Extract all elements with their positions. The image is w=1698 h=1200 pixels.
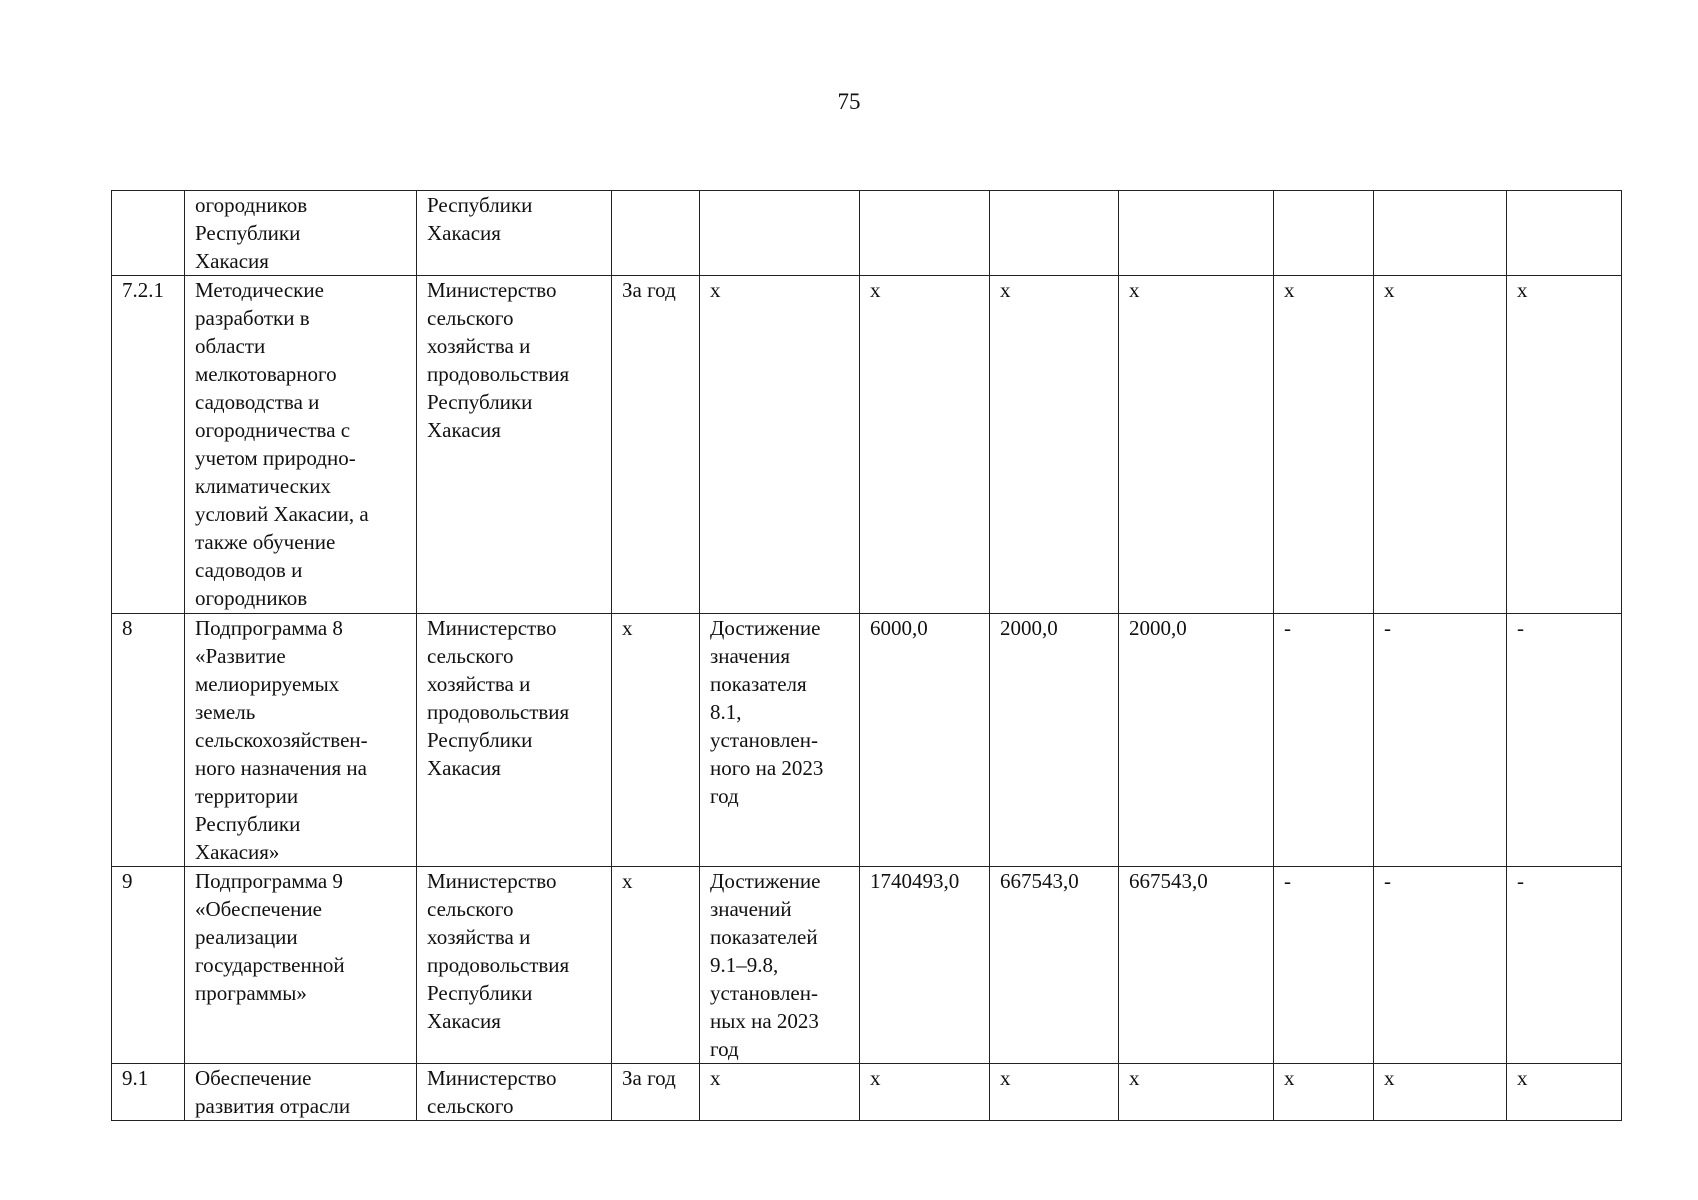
cell-executor: Министерство сельского хозяйства и продовольствия Республики Хакасия [417,276,612,614]
cell-value-3 [1119,191,1274,276]
cell-value-4: х [1274,1064,1374,1121]
cell-value-6: - [1507,867,1622,1064]
table-row [112,614,1622,867]
page-number: 75 [837,89,861,114]
cell-result: Достижение значения показателя 8.1, установлен- ного на 2023 год [700,614,860,867]
cell-value-4 [1274,191,1374,276]
cell-value-4: - [1274,614,1374,867]
cell-value-1: 1740493,0 [860,867,990,1064]
cell-value-5: х [1374,1064,1507,1121]
cell-value-6 [1507,191,1622,276]
table-row [112,867,1622,1064]
cell-result: х [700,1064,860,1121]
cell-term: х [612,867,700,1064]
cell-value-3: 667543,0 [1119,867,1274,1064]
cell-value-6: х [1507,276,1622,614]
program-table [111,190,1622,1121]
cell-value-5: х [1374,276,1507,614]
table-row [112,1064,1622,1121]
cell-executor: Министерство сельского [417,1064,612,1121]
cell-value-2 [990,191,1119,276]
cell-number [112,191,185,276]
cell-value-3: х [1119,276,1274,614]
cell-term: За год [612,1064,700,1121]
cell-value-3: 2000,0 [1119,614,1274,867]
cell-term [612,191,700,276]
cell-value-3: х [1119,1064,1274,1121]
cell-result: х [700,276,860,614]
cell-executor: Министерство сельского хозяйства и продовольствия Республики Хакасия [417,867,612,1064]
cell-value-5: - [1374,614,1507,867]
cell-value-1: х [860,276,990,614]
cell-number: 9.1 [112,1064,185,1121]
table-row [112,191,1622,276]
cell-value-4: х [1274,276,1374,614]
cell-value-1: х [860,1064,990,1121]
cell-executor: Министерство сельского хозяйства и продовольствия Республики Хакасия [417,614,612,867]
cell-result: Достижение значений показателей 9.1–9.8, установлен- ных на 2023 год [700,867,860,1064]
cell-term: За год [612,276,700,614]
cell-executor: Республики Хакасия [417,191,612,276]
cell-measure-name: Подпрограмма 9 «Обеспечение реализации государственной программы» [185,867,417,1064]
cell-value-4: - [1274,867,1374,1064]
cell-value-6: х [1507,1064,1622,1121]
cell-number: 9 [112,867,185,1064]
cell-measure-name: Подпрограмма 8 «Развитие мелиорируемых земель сельскохозяйствен- ного назначения на территории Республики Хакасия» [185,614,417,867]
cell-value-2: 2000,0 [990,614,1119,867]
cell-value-5 [1374,191,1507,276]
cell-value-2: х [990,1064,1119,1121]
cell-value-6: - [1507,614,1622,867]
cell-value-5: - [1374,867,1507,1064]
cell-measure-name: огородников Республики Хакасия [185,191,417,276]
cell-value-2: х [990,276,1119,614]
cell-result [700,191,860,276]
cell-value-1: 6000,0 [860,614,990,867]
table-row [112,276,1622,614]
cell-measure-name: Методические разработки в области мелкотоварного садоводства и огородничества с учетом природно- климатических условий Хакасии, а также обучение садоводов и огородников [185,276,417,614]
cell-value-2: 667543,0 [990,867,1119,1064]
cell-number: 7.2.1 [112,276,185,614]
cell-measure-name: Обеспечение развития отрасли [185,1064,417,1121]
cell-value-1 [860,191,990,276]
cell-number: 8 [112,614,185,867]
cell-term: х [612,614,700,867]
